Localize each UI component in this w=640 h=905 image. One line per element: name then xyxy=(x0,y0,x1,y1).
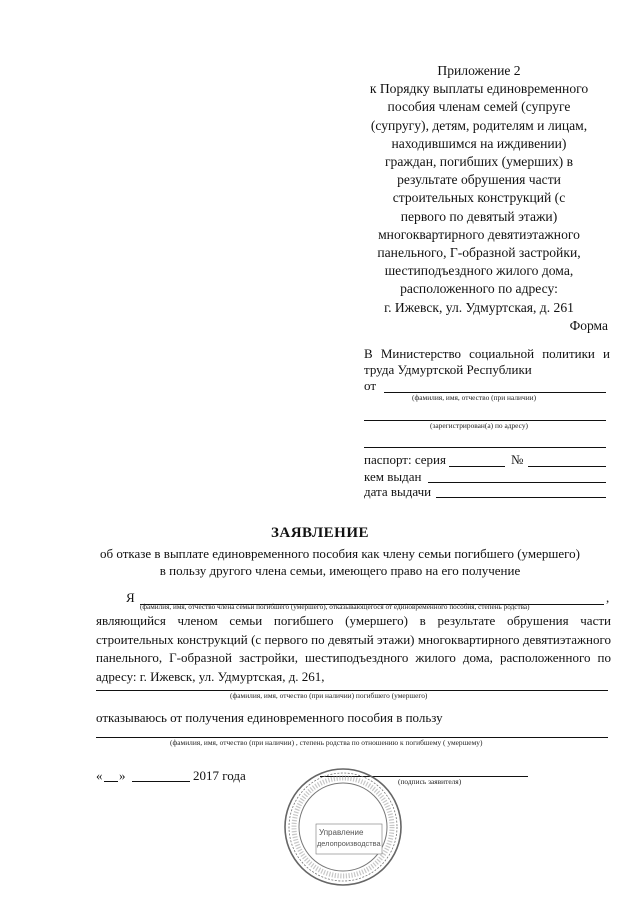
appendix-header xyxy=(348,62,610,317)
document-title: ЗАЯВЛЕНИЕ xyxy=(270,525,370,541)
from-caption: (фамилия, имя, отчество (при наличии) xyxy=(412,393,537,402)
official-stamp xyxy=(282,766,404,888)
date-close-quote: » xyxy=(119,768,126,783)
issued-by-label: кем выдан xyxy=(364,469,422,484)
appendix-line: пособия членам семей (супруге xyxy=(387,99,571,115)
issued-by-field[interactable] xyxy=(428,482,606,483)
appendix-line: (супругу), детям, родителям и лицам, xyxy=(370,117,588,133)
passport-number-field[interactable] xyxy=(528,466,606,467)
stamp-text-2: делопроизводства xyxy=(317,839,381,848)
issue-date-field[interactable] xyxy=(436,497,606,498)
addressee-line-1: В Министерство социальной политики и xyxy=(364,346,610,361)
passport-number-label: № xyxy=(511,452,524,467)
signature-caption: (подпись заявителя) xyxy=(398,777,462,786)
date-year: 2017 года xyxy=(193,768,246,783)
deceased-caption: (фамилия, имя, отчество (при наличии) погибшего (умершего) xyxy=(230,691,428,700)
passport-series-field[interactable] xyxy=(449,466,505,467)
date-month-field[interactable] xyxy=(132,781,190,782)
date-day-field[interactable] xyxy=(104,781,118,782)
date-open-quote: « xyxy=(96,768,103,783)
refuse-text: отказываюсь от получения единовременного пособия в пользу xyxy=(96,710,443,725)
statement-paragraph: являющийся членом семьи погибшего (умершего) в результате обрушения части строительных конструкций (с первого по девятый этажи) многоквартирного девятиэтажного панельного, Г-образной застройки, шестиподъездного жилого дома, расположенного по адресу: г. Ижевск, ул. Удмуртская, д. 261, xyxy=(96,613,611,684)
comma-mark: , xyxy=(606,590,610,605)
appendix-line: находившимся на иждивении) xyxy=(391,135,567,151)
form-label: Форма xyxy=(569,318,608,333)
registered-caption: (зарегистрирован(а) по адресу) xyxy=(430,421,528,430)
beneficiary-caption: (фамилия, имя, отчество (при наличии) , степень родства по отношению к погибшему ( умершему) xyxy=(170,738,483,747)
appendix-line: шестиподъездного жилого дома, xyxy=(384,263,574,279)
appendix-line: к Порядку выплаты единовременного xyxy=(369,81,589,97)
appendix-line: первого по девятый этажи) xyxy=(400,208,558,224)
appendix-line: Приложение 2 xyxy=(437,63,521,78)
applicant-caption: (фамилия, имя, отчество члена семьи погибшего (умершего), отказывающегося от единовременного пособия, степень родства) xyxy=(140,603,530,611)
passport-series-label: паспорт: серия xyxy=(364,452,446,467)
document-subtitle: об отказе в выплате единовременного пособия как члену семьи погибшего (умершего) в пользу другого члена семьи, имеющего право на его получение xyxy=(100,546,581,578)
addressee-block xyxy=(364,346,610,378)
issue-date-label: дата выдачи xyxy=(364,484,432,499)
address-second-line[interactable] xyxy=(364,447,606,448)
appendix-line: расположенного по адресу: xyxy=(400,281,558,297)
addressee-line-2: труда Удмуртской Республики xyxy=(364,362,532,377)
appendix-line: строительных конструкций (с xyxy=(392,190,566,206)
i-label: Я xyxy=(126,590,135,605)
stamp-text-1: Управление xyxy=(319,828,364,837)
appendix-line: г. Ижевск, ул. Удмуртская, д. 261 xyxy=(384,299,574,315)
appendix-line: результате обрушения части xyxy=(397,172,561,188)
appendix-line: панельного, Г-образной застройки, xyxy=(377,245,581,261)
from-label: от xyxy=(364,378,377,393)
appendix-line: граждан, погибших (умерших) в xyxy=(384,154,574,170)
appendix-line: многоквартирного девятиэтажного xyxy=(378,226,580,242)
